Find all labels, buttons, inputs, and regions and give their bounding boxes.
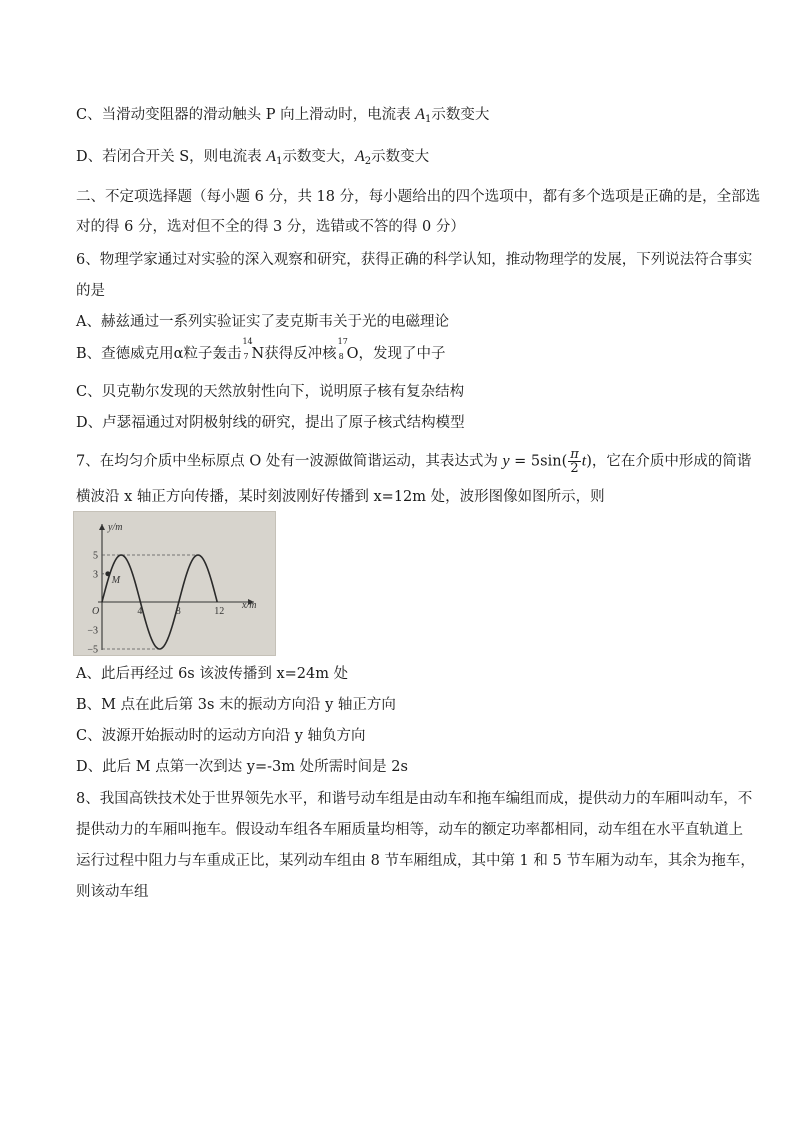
y-tick-label-−5: −5 (87, 644, 98, 655)
y-tick-label-5: 5 (93, 550, 98, 562)
y-tick-labels (87, 551, 98, 656)
x-axis-label: x/m (242, 600, 257, 611)
section2-heading-line2: 对的得 6 分，选对但不全的得 3 分，选错或不答的得 0 分） (76, 219, 465, 235)
q7-option-b: B、M 点在此后第 3s 末的振动方向沿 y 轴正方向 (76, 697, 396, 713)
q8-stem-line3: 运行过程中阻力与车重成正比，某列动车组由 8 节车厢组成，其中第 1 和 5 节车厢为动车，其余为拖车， (76, 853, 755, 869)
q8-stem-line4: 则该动车组 (76, 884, 149, 900)
formula-fraction: $\frac{\pi}{2}$ (570, 447, 579, 476)
y-axis-label: y/m (108, 522, 123, 533)
origin-label: O (92, 606, 100, 617)
x-tick-label-4: 4 (137, 606, 143, 617)
ammeter-a2-symbol: A (354, 148, 365, 165)
q7-option-a: A、此后再经过 6s 该波传播到 x=24m 处 (76, 666, 349, 682)
x-tick-labels (137, 606, 224, 617)
q8-stem-line2: 提供动力的车厢叫拖车。假设动车组各车厢质量均相等，动车的额定功率都相同，动车组在水平直轨道上 (76, 822, 743, 838)
nuclide-nitrogen: 14 7 N (242, 337, 265, 362)
section2-heading-line1: 二、不定项选择题（每小题 6 分，共 18 分，每小题给出的四个选项中，都有多个选项是正确的是，全部选 (76, 189, 761, 205)
q7-option-c: C、波源开始振动时的运动方向沿 y 轴负方向 (76, 728, 366, 744)
wave-figure-photo (73, 511, 276, 656)
y-axis-arrow (99, 524, 105, 530)
q7-option-d: D、此后 M 点第一次到达 y=-3m 处所需时间是 2s (76, 759, 408, 775)
q6-option-d: D、卢瑟福通过对阴极射线的研究，提出了原子核式结构模型 (76, 415, 465, 431)
x-tick-label-12: 12 (214, 606, 225, 617)
x-tick-label-8: 8 (175, 606, 181, 617)
q5-option-d: D、若闭合开关 S，则电流表 $A_1$示数变大，$A_2$示数变大 (76, 148, 430, 167)
y-tick-label-−3: −3 (87, 625, 98, 637)
y-tick-label-3: 3 (93, 569, 98, 581)
chart-axes (98, 524, 257, 650)
point-m (105, 571, 110, 576)
ammeter-a1-symbol: A (415, 106, 425, 123)
q6-option-c: C、贝克勒尔发现的天然放射性向下，说明原子核有复杂结构 (76, 384, 465, 400)
point-m-label: M (111, 574, 121, 586)
formula-y: y (502, 452, 510, 470)
q5-option-c: C、当滑动变阻器的滑动触头 P 向上滑动时，电流表 $A_1$示数变大 (76, 106, 490, 125)
q6-option-b: B、查德威克用α粒子轰击 14 7 N获得反冲核 17 8 O，发现了中子 (76, 337, 446, 362)
q6-stem-line2: 的是 (76, 283, 105, 299)
q6-stem-line1: 6、物理学家通过对实验的深入观察和研究，获得正确的科学认知，推动物理学的发展，下列说法符合事实 (76, 252, 753, 268)
q6-option-a: A、赫兹通过一系列实验证实了麦克斯韦关于光的电磁理论 (76, 314, 449, 330)
q8-stem-line1: 8、我国高铁技术处于世界领先水平，和谐号动车组是由动车和拖车编组而成，提供动力的车厢叫动车，不 (76, 791, 753, 807)
q7-stem-line2: 横波沿 x 轴正方向传播，某时刻波刚好传播到 x=12m 处，波形图像如图所示，则 (76, 489, 605, 505)
ammeter-a1-symbol: A (266, 148, 277, 165)
nuclide-oxygen: 17 8 O (337, 337, 359, 362)
wave-chart (74, 512, 275, 655)
q7-stem-line1: 7、在均匀介质中坐标原点 O 处有一波源做简谐运动，其表达式为 y = 5sin( $\frac{\pi}{2}$ t)，它在介质中形成的简谐 (76, 447, 752, 476)
